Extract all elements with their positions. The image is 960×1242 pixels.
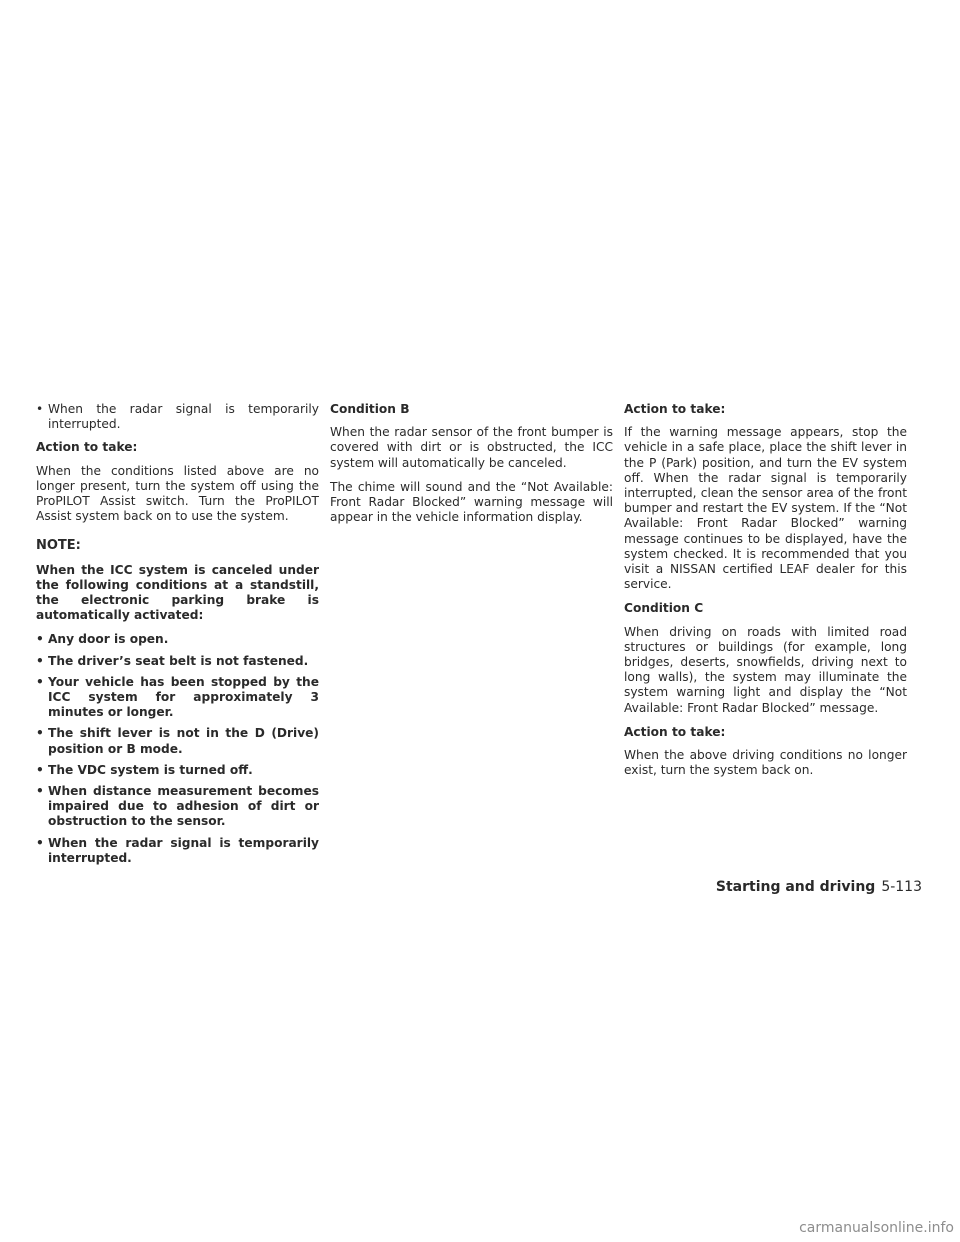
column-middle [330,402,613,534]
intro-bullet-list [36,402,319,432]
action-heading-b: Action to take: [624,402,726,416]
section-title: Starting and driving [715,879,876,895]
action-heading-c: Action to take: [624,724,726,739]
action-text-b: If the warning message appears, stop the vehicle in a safe place, place the shift lever in the P (Park) position, and turn the EV system off. When the radar signal is temporarily interrupted, clean the sensor area of the front bumper and restart the EV system. If the “Not Available: Front Radar Blocked” warning message continues to be displayed, have the system checked. It is recommended that you visit a NISSAN certified LEAF dealer for this service. [624,425,907,592]
note-list [36,632,319,866]
action-text: When the conditions listed above are no longer present, turn the system off using the ProPILOT Assist switch. Turn the ProPILOT Assist system back on to use the system. [36,463,319,524]
action-text-c: When the above driving conditions no longer exist, turn the system back on. [624,748,907,778]
column-right [624,402,907,787]
note-item: • When the radar signal is temporarily interrupted. [36,836,319,866]
watermark: carmanualsonline.info [799,1220,954,1236]
note-item: • Your vehicle has been stopped by the ICC system for approximately 3 minutes or longer. [36,675,319,721]
note-item: • Any door is open. [36,632,319,647]
condition-c-heading: Condition C [624,601,704,616]
condition-b-text-2: The chime will sound and the “Not Available: Front Radar Blocked” warning message will appear in the vehicle information display. [330,479,613,525]
note-item: • The shift lever is not in the D (Drive) position or B mode. [36,726,319,756]
note-heading: NOTE: [36,538,81,554]
note-item: • The VDC system is turned off. [36,763,319,778]
note-item: • The driver’s seat belt is not fastened. [36,654,319,669]
column-left [36,402,319,872]
condition-c-text: When driving on roads with limited road structures or buildings (for example, long bridges, deserts, snowfields, driving next to long walls), the system may illuminate the system warning light and display the “Not Available: Front Radar Blocked” message. [624,624,907,715]
note-item: • When distance measurement becomes impaired due to adhesion of dirt or obstruction to the sensor. [36,784,319,830]
condition-b-text-1: When the radar sensor of the front bumper is covered with dirt or is obstructed, the ICC system will automatically be canceled. [330,425,613,470]
note-text: When the ICC system is canceled under the following conditions at a standstill, the electronic parking brake is automatically activated: [36,562,319,623]
page-number: 5-113 [881,879,922,895]
page-footer [716,879,922,895]
action-heading: Action to take: [36,440,138,455]
condition-b-heading: Condition B [330,402,410,416]
intro-bullet: • When the radar signal is temporarily interrupted. [36,402,319,432]
